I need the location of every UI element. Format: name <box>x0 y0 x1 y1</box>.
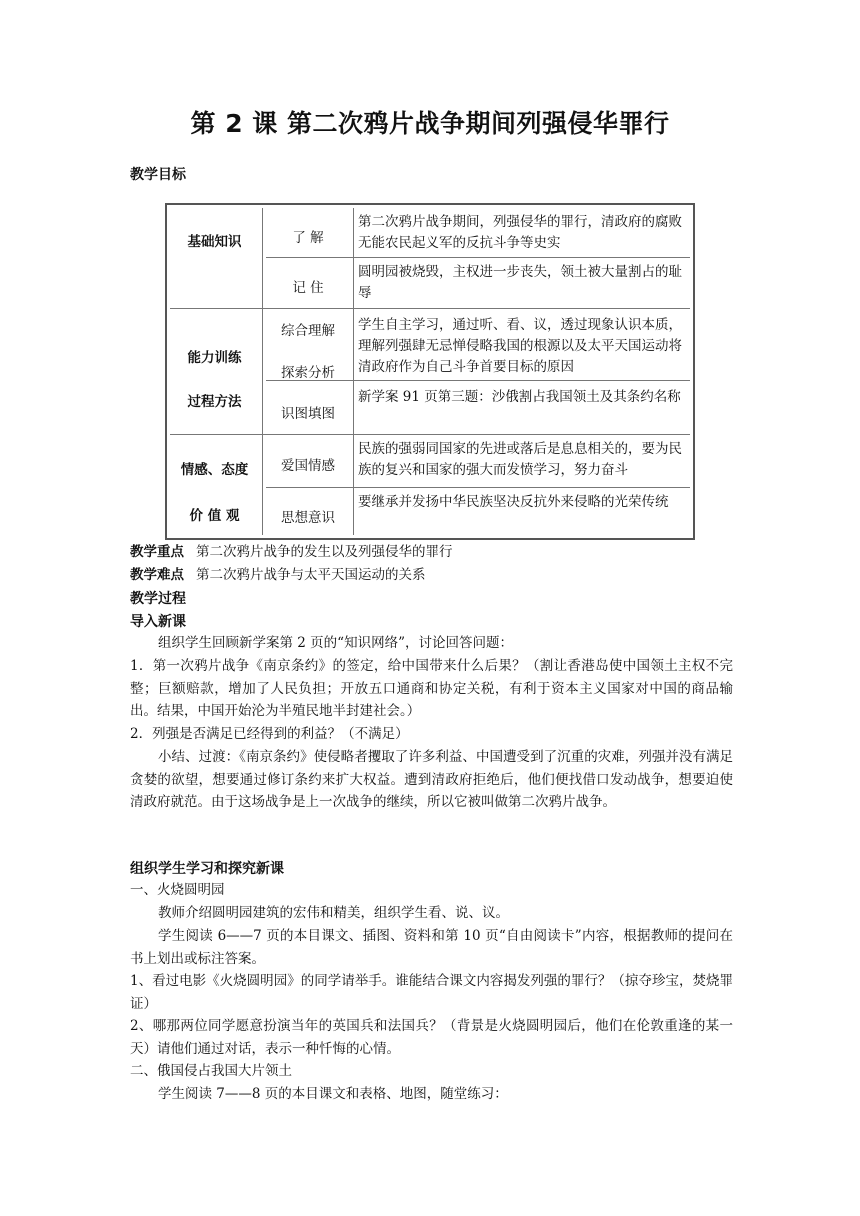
difficulty-text: 第二次鸦片战争与太平天国运动的关系 <box>196 567 426 583</box>
intro-summary: 小结、过渡：《南京条约》使侵略者攫取了许多利益、中国遭受到了沉重的灾难，列强并没有满足贪婪的欲望，想要通过修订条约来扩大权益。遭到清政府拒绝后，他们便找借口发动战争，想要迫使清政府就范。由于这场战争是上一次战争的继续，所以它被叫做第二次鸦片战争。 <box>130 749 733 810</box>
section-1-paragraph-2: 学生阅读 6——7 页的本目课文、插图、资料和第 10 页“自由阅读卡”内容，根据教师的提问在书上划出或标注答案。 <box>130 928 733 967</box>
key-point-line <box>130 542 730 562</box>
category-ability-training: 能力训练 <box>187 350 242 366</box>
process-heading: 教学过程 <box>130 591 186 607</box>
section-1-title: 一、火烧圆明园 <box>130 882 225 898</box>
skill-map: 识图填图 <box>281 406 335 422</box>
objectives-table <box>165 203 695 540</box>
section-1-question-2: 2、哪那两位同学愿意扮演当年的英国兵和法国兵？（背景是火烧圆明园后，他们在伦敦重逢的某一天）请他们通过对话，表示一种忏悔的心情。 <box>130 1018 733 1057</box>
key-point-label: 教学重点 <box>130 544 184 560</box>
content-patriotism: 民族的强弱同国家的先进或落后是息息相关的，要为民族的复兴和国家的强大而发愤学习，努力奋斗 <box>358 441 682 478</box>
category-basic-knowledge: 基础知识 <box>187 234 242 250</box>
intro-heading: 导入新课 <box>130 614 186 630</box>
skill-ideology: 思想意识 <box>281 510 335 526</box>
category-values: 价 值 观 <box>189 508 240 524</box>
content-remember: 圆明园被烧毁，主权进一步丧失，领土被大量割占的耻辱 <box>358 264 682 301</box>
content-ideology: 要继承并发扬中华民族坚决反抗外来侵略的光荣传统 <box>358 494 669 510</box>
intro-question-1: 1．第一次鸦片战争《南京条约》的签定，给中国带来什么后果？（割让香港岛使中国领土主权不完整；巨额赔款，增加了人民负担；开放五口通商和协定关税，有利于资本主义国家对中国的商品输出。结果，中国开始沦为半殖民地半封建社会。） <box>130 658 733 719</box>
section-2-paragraph-1: 学生阅读 7——8 页的本目课文和表格、地图，随堂练习： <box>158 1086 508 1102</box>
content-understand: 第二次鸦片战争期间，列强侵华的罪行，清政府的腐败无能农民起义军的反抗斗争等史实 <box>358 214 682 251</box>
table-divider <box>266 487 690 488</box>
content-map: 新学案 91 页第三题：沙俄割占我国领土及其条约名称 <box>358 389 681 405</box>
difficulty-line <box>130 565 730 585</box>
skill-explore: 探索分析 <box>281 365 335 381</box>
table-divider <box>266 257 690 258</box>
section-1-question-1: 1、看过电影《火烧圆明园》的同学请举手。谁能结合课文内容揭发列强的罪行？（掠夺珍宝，焚烧罪证） <box>130 973 733 1012</box>
difficulty-label: 教学难点 <box>130 567 184 583</box>
section-2-title: 二、俄国侵占我国大片领土 <box>130 1063 292 1079</box>
lesson-title: 第 2 课 第二次鸦片战争期间列强侵华罪行 <box>190 109 670 138</box>
table-divider <box>170 308 690 309</box>
skill-understand: 了 解 <box>292 230 324 246</box>
study-heading: 组织学生学习和探究新课 <box>130 861 284 877</box>
category-process-method: 过程方法 <box>187 394 242 410</box>
table-divider <box>170 434 690 435</box>
section-1-paragraph-1: 教师介绍圆明园建筑的宏伟和精美，组织学生看、说、议。 <box>158 905 509 921</box>
category-emotion-attitude: 情感、态度 <box>180 462 249 478</box>
key-point-text: 第二次鸦片战争的发生以及列强侵华的罪行 <box>196 544 453 560</box>
skill-remember: 记 住 <box>292 280 324 296</box>
skill-comprehensive: 综合理解 <box>281 323 335 339</box>
skill-patriotism: 爱国情感 <box>281 458 335 474</box>
intro-paragraph: 组织学生回顾新学案第 2 页的“知识网络”，讨论回答问题： <box>158 635 513 651</box>
content-comprehensive: 学生自主学习，通过听、看、议，透过现象认识本质，理解列强肆无忌惮侵略我国的根源以及太平天国运动将清政府作为自己斗争首要目标的原因 <box>358 317 682 375</box>
intro-question-2: 2．列强是否满足已经得到的利益？（不满足） <box>130 726 409 742</box>
objectives-heading: 教学目标 <box>130 167 186 183</box>
